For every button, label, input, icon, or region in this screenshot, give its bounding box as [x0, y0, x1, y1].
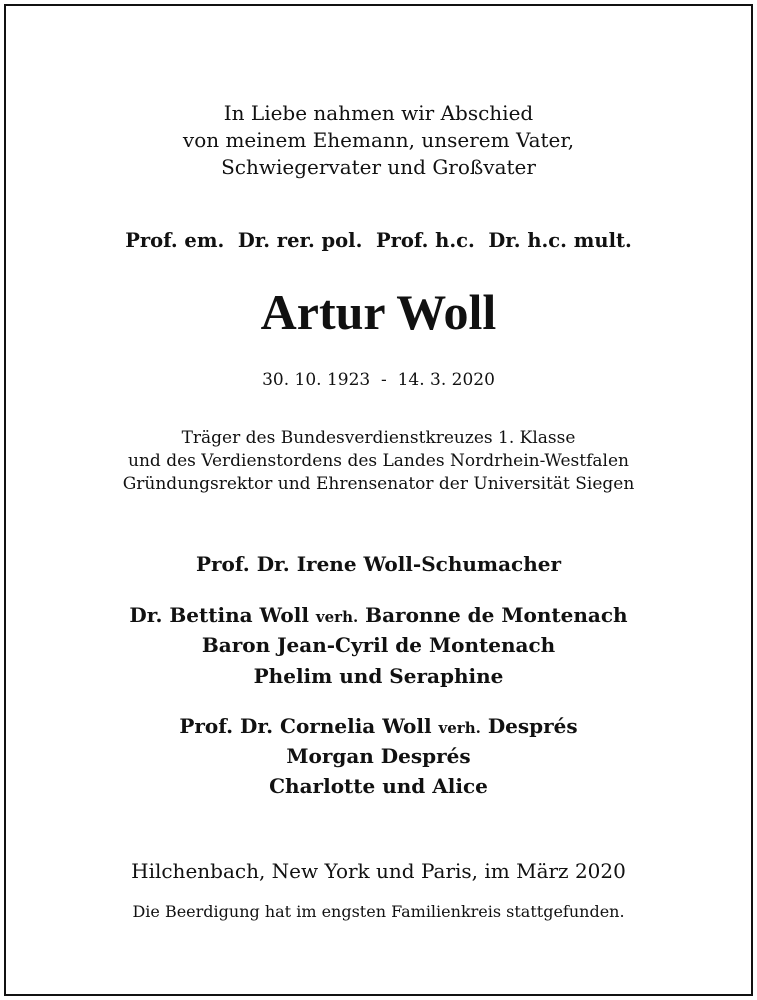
mourner-son-in-law-1: Baron Jean-Cyril de Montenach [201, 633, 556, 657]
intro-line-3: Schwiegervater und Großvater [221, 155, 536, 179]
deceased-name: Artur Woll [260, 284, 497, 340]
mourner-wife: Prof. Dr. Irene Woll-Schumacher [195, 552, 562, 576]
life-dates: 30. 10. 1923 - 14. 3. 2020 [262, 370, 495, 390]
mourner-grandchildren-2: Charlotte und Alice [269, 774, 488, 798]
academic-titles: Prof. em. Dr. rer. pol. Prof. h.c. Dr. h.c. mult. [125, 229, 632, 252]
intro-line-2: von meinem Ehemann, unserem Vater, [182, 128, 575, 152]
intro-line-1: In Liebe nahmen wir Abschied [223, 101, 534, 125]
mourner-son-in-law-2: Morgan Després [286, 744, 471, 768]
honors-line-1: Träger des Bundesverdienstkreuzes 1. Klasse [181, 428, 576, 448]
place-and-date: Hilchenbach, New York und Paris, im März 2020 [131, 859, 626, 883]
daughter-1-name: Dr. Bettina Woll [129, 603, 309, 627]
daughter-2-married-name: Després [487, 714, 578, 738]
mourner-daughter-1 [0, 605, 757, 625]
honors-line-2: und des Verdienstordens des Landes Nordrhein-Westfalen [128, 451, 629, 471]
notice-border [4, 4, 753, 996]
daughter-1-verh: verh. [315, 608, 359, 626]
funeral-note: Die Beerdigung hat im engsten Familienkreis stattgefunden. [132, 902, 625, 921]
mourner-daughter-2 [0, 716, 757, 736]
daughter-1-married-name: Baronne de Montenach [365, 603, 628, 627]
daughter-2-name: Prof. Dr. Cornelia Woll [179, 714, 432, 738]
mourner-grandchildren-1: Phelim und Seraphine [253, 664, 504, 688]
honors-line-3: Gründungsrektor und Ehrensenator der Universität Siegen [122, 474, 635, 494]
daughter-2-verh: verh. [438, 719, 481, 737]
